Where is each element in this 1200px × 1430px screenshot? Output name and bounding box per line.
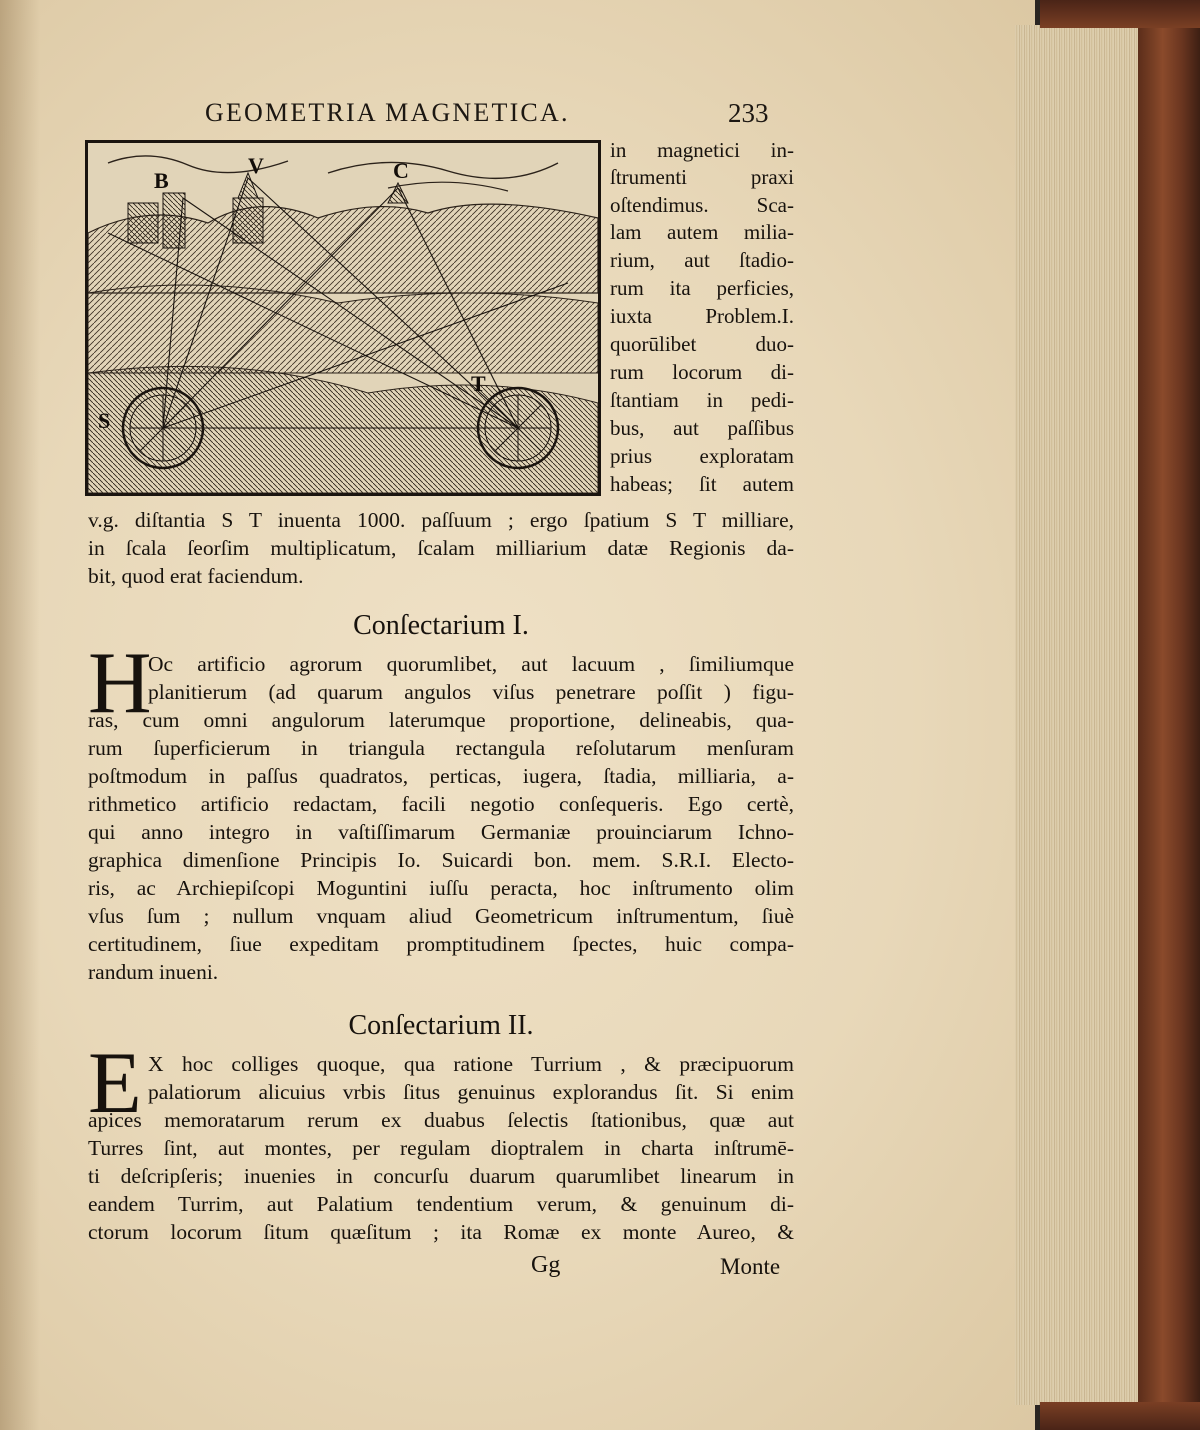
woodcut-landscape-illustration	[85, 140, 601, 496]
figure-label-b: B	[154, 168, 169, 193]
side-text-line: prius exploratam	[610, 444, 794, 468]
binding-bottom	[1040, 1402, 1200, 1430]
section1-line: poſtmodum in paſſus quadratos, perticas, iugera, ſtadia, milliaria, a-	[88, 764, 794, 788]
side-text-line: lam autem milia-	[610, 220, 794, 244]
section-heading-1: Conſectarium I.	[353, 610, 529, 641]
side-text-line: rium, aut ſtadio-	[610, 248, 794, 272]
binding-top	[1040, 0, 1200, 28]
section2-line: apices memoratarum rerum ex duabus ſelectis ſtationibus, quæ aut	[88, 1108, 794, 1132]
section2-line: ti deſcripſeris; inuenies in concurſu duarum quarumlibet linearum in	[88, 1164, 794, 1188]
figure-label-v: V	[248, 153, 264, 178]
side-text-line: rum locorum di-	[610, 360, 794, 384]
page-number: 233	[728, 98, 769, 128]
section2-line: palatiorum alicuius vrbis ſitus genuinus explorandus ſit. Si enim	[148, 1080, 794, 1104]
side-text-line: habeas; ſit autem	[610, 472, 794, 496]
section1-line: certitudinem, ſiue expeditam promptitudinem ſpectes, huic compa-	[88, 932, 794, 956]
side-text-line: rum ita perficies,	[610, 276, 794, 300]
section1-line: qui anno integro in vaſtiſſimarum Germaniæ prouinciarum Ichno-	[88, 820, 794, 844]
side-text-line: quorūlibet duo-	[610, 332, 794, 356]
figure-label-c: C	[393, 158, 409, 183]
section1-line: ras, cum omni angulorum laterumque proportione, delineabis, qua-	[88, 708, 794, 732]
page-edges	[1015, 25, 1140, 1405]
side-text-line: iuxta Problem.I.	[610, 304, 794, 328]
section1-line: vſus ſum ; nullum vnquam aliud Geometricum inſtrumentum, ſiuè	[88, 904, 794, 928]
continuation-line: v.g. diſtantia S T inuenta 1000. paſſuum ; ergo ſpatium S T milliare,	[88, 508, 794, 532]
section2-line: Turres ſint, aut montes, per regulam dioptralem in charta inſtrumē-	[88, 1136, 794, 1160]
figure-label-t: T	[471, 371, 486, 396]
section2-line: ctorum locorum ſitum quæſitum ; ita Romæ ex monte Aureo, &	[88, 1220, 794, 1244]
dropcap-h: H	[88, 635, 152, 732]
side-text-line: ſtantiam in pedi-	[610, 388, 794, 412]
leather-binding	[1138, 0, 1200, 1430]
section1-line: planitierum (ad quarum angulos viſus penetrare poſſit ) figu-	[148, 680, 794, 704]
running-title: GEOMETRIA MAGNETICA.	[205, 98, 570, 127]
section1-line: rithmetico artificio redactam, facili negotio conſequeris. Ego certè,	[88, 792, 794, 816]
woodcut-landscape-icon	[88, 143, 598, 493]
section2-line: X hoc colliges quoque, qua ratione Turrium , & præcipuorum	[148, 1052, 794, 1076]
dropcap-e: E	[88, 1035, 142, 1132]
continuation-line: in ſcala ſeorſim multiplicatum, ſcalam milliarium datæ Regionis da-	[88, 536, 794, 560]
section1-line: rum ſuperficierum in triangula rectangula reſolutarum menſuram	[88, 736, 794, 760]
gutter-shadow	[0, 0, 40, 1430]
section1-line: graphica dimenſione Principis Io. Suicardi bon. mem. S.R.I. Electo-	[88, 848, 794, 872]
section1-line: randum inueni.	[88, 960, 219, 984]
signature-mark: Gg	[531, 1252, 561, 1278]
section1-line: Oc artificio agrorum quorumlibet, aut lacuum , ſimiliumque	[148, 652, 794, 676]
side-text-line: in magnetici in-	[610, 138, 794, 162]
catchword: Monte	[720, 1254, 781, 1279]
section-heading-2: Conſectarium II.	[348, 1010, 534, 1041]
continuation-line: bit, quod erat faciendum.	[88, 564, 304, 588]
figure-label-s: S	[98, 408, 111, 433]
side-text-line: bus, aut paſſibus	[610, 416, 794, 440]
section1-line: ris, ac Archiepiſcopi Moguntini iuſſu peracta, hoc inſtrumento olim	[88, 876, 794, 900]
side-text-line: oſtendimus. Sca-	[610, 193, 794, 217]
side-text-line: ſtrumenti praxi	[610, 165, 794, 189]
section2-line: eandem Turrim, aut Palatium tendentium verum, & genuinum di-	[88, 1192, 794, 1216]
